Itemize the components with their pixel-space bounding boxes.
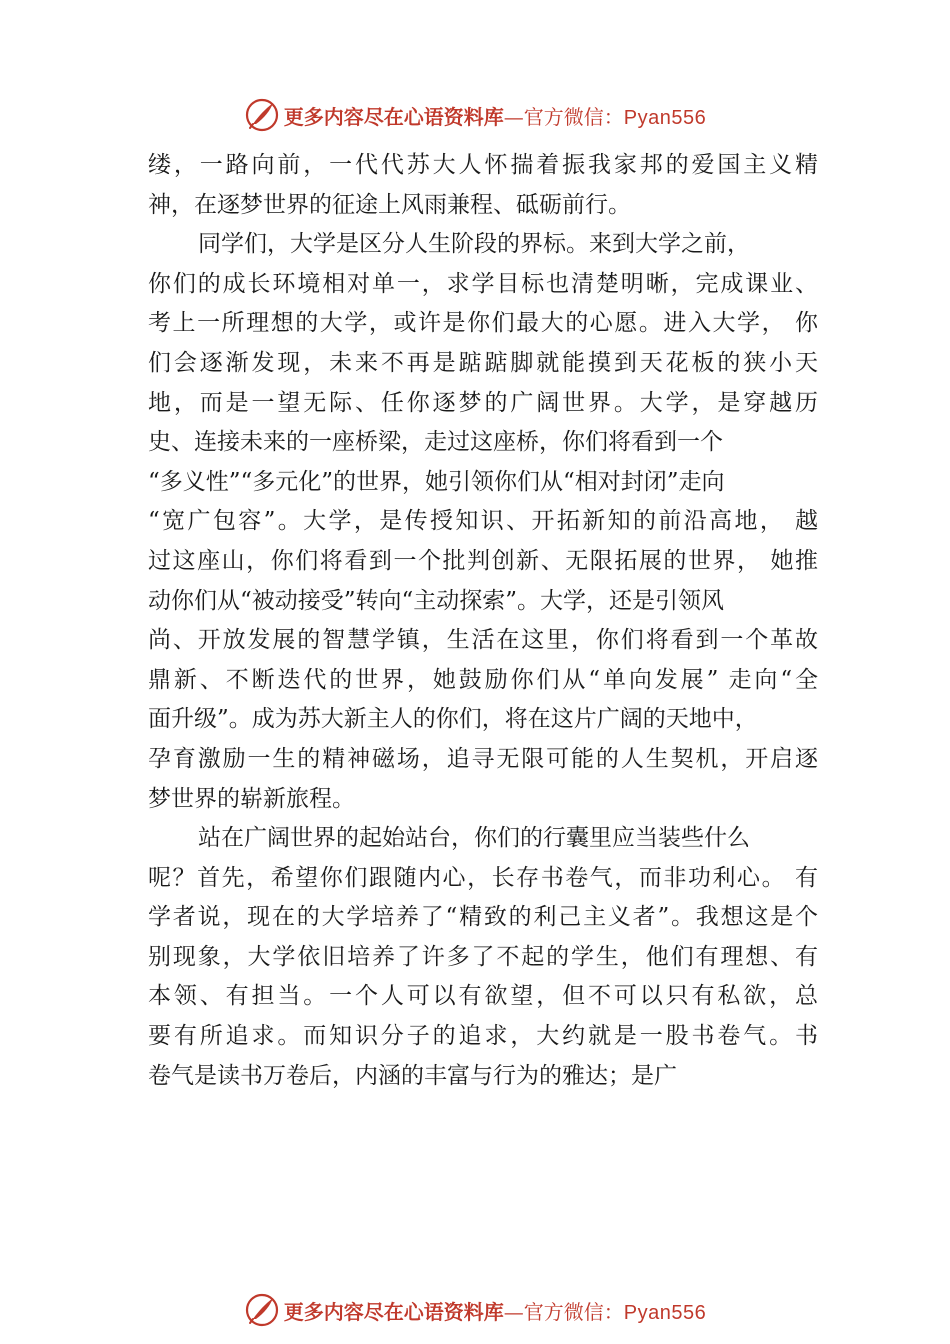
document-body: [148, 146, 818, 1096]
quill-pen-logo-icon: [244, 97, 280, 133]
body-line-11: 过这座山，你们将看到一个批判创新、无限拓展的世界， 她推: [148, 547, 818, 574]
header-handle: Pyan556: [623, 106, 707, 129]
body-line-5: 考上一所理想的大学，或许是你们最大的心愿。进入大学， 你: [148, 310, 818, 337]
body-line-17: 梦世界的崭新旅程。: [148, 785, 355, 812]
body-line-9: “多义性”“多元化”的世界，她引领你们从“相对封闭”走向: [148, 468, 725, 495]
body-line-10: “宽广包容”。大学，是传授知识、开拓新知的前沿高地， 越: [148, 508, 818, 535]
quill-pen-logo-icon: [244, 1292, 280, 1328]
body-line-16: 孕育激励一生的精神磁场，追寻无限可能的人生契机，开启逐: [148, 745, 818, 772]
body-line-23: 要有所追求。而知识分子的追求，大约就是一股书卷气。书: [148, 1023, 818, 1050]
footer-watermark-text: [284, 1296, 706, 1325]
body-line-13: 尚、开放发展的智慧学镇，生活在这里，你们将看到一个革故: [148, 627, 818, 654]
footer-label: 更多内容尽在心语资料库: [283, 1299, 504, 1324]
body-line-1: 缕，一路向前，一代代苏大人怀揣着振我家邦的爱国主义精: [148, 152, 818, 178]
body-line-18: 站在广阔世界的起始站台，你们的行囊里应当装些什么: [198, 825, 750, 852]
header-banner: [0, 95, 950, 135]
footer-handle: Pyan556: [623, 1301, 707, 1324]
body-line-14: 鼎新、不断迭代的世界，她鼓励你们从“单向发展” 走向“全: [148, 666, 818, 693]
body-line-22: 本领、有担当。一个人可以有欲望，但不可以只有私欲，总: [148, 983, 818, 1010]
body-line-7: 地，而是一望无际、任你逐梦的广阔世界。大学，是穿越历: [148, 389, 818, 416]
body-line-21: 别现象，大学依旧培养了许多了不起的学生，他们有理想、有: [148, 943, 818, 970]
footer-banner: [0, 1290, 950, 1330]
header-watermark-text: [284, 101, 706, 130]
body-line-19: 呢？首先，希望你们跟随内心，长存书卷气，而非功利心。 有: [148, 864, 818, 891]
body-line-24: 卷气是读书万卷后，内涵的丰富与行为的雅达；是广: [148, 1062, 677, 1089]
body-line-8: 史、连接未来的一座桥梁，走过这座桥，你们将看到一个: [148, 429, 723, 456]
body-line-6: 们会逐渐发现，未来不再是踮踮脚就能摸到天花板的狭小天: [148, 349, 818, 376]
body-line-4: 你们的成长环境相对单一，求学目标也清楚明晰，完成课业、: [148, 270, 818, 297]
footer-separator: —: [503, 1299, 524, 1324]
footer-suffix: 官方微信：: [523, 1299, 624, 1324]
body-line-2: 神，在逐梦世界的征途上风雨兼程、砥砺前行。: [148, 191, 631, 218]
body-line-12: 动你们从“被动接受”转向“主动探索”。大学，还是引领风: [148, 587, 725, 614]
body-line-15: 面升级”。成为苏大新主人的你们，将在这片广阔的天地中，: [148, 706, 758, 733]
header-label: 更多内容尽在心语资料库: [283, 104, 504, 129]
header-suffix: 官方微信：: [523, 104, 624, 129]
header-separator: —: [503, 104, 524, 129]
body-line-3: 同学们，大学是区分人生阶段的界标。来到大学之前，: [198, 231, 750, 258]
body-line-20: 学者说，现在的大学培养了“精致的利己主义者”。我想这是个: [148, 904, 818, 931]
